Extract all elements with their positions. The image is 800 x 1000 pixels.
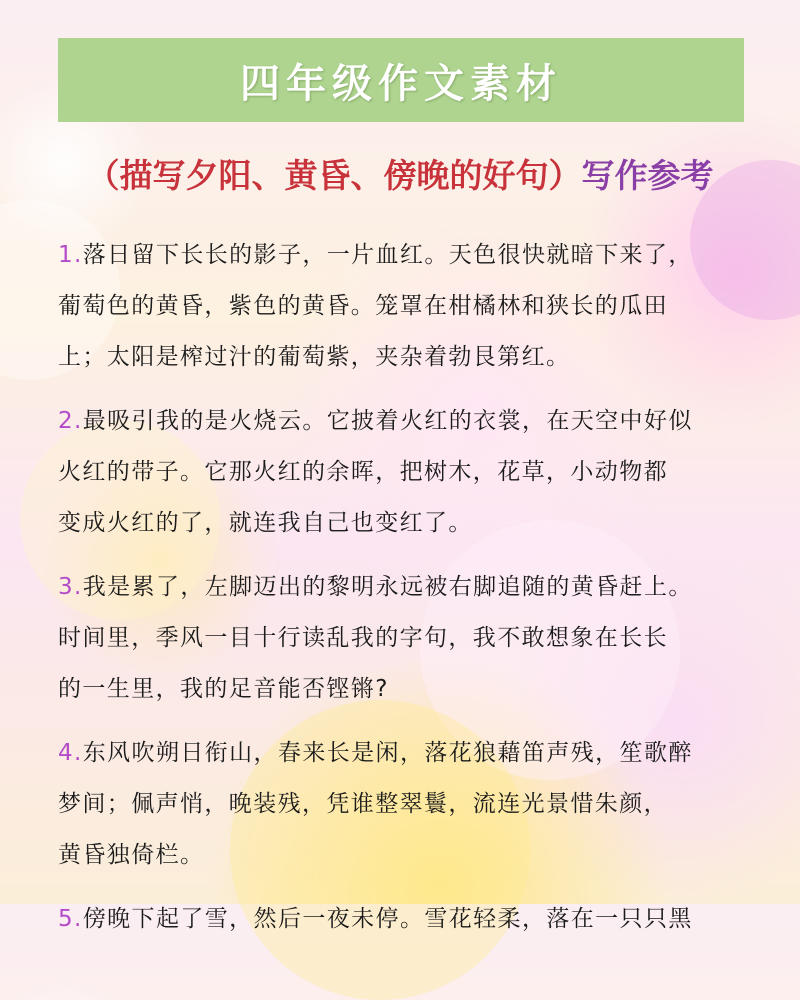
- item-number: 3.: [58, 574, 83, 600]
- sentence-line: [58, 498, 748, 549]
- sentence-line: [58, 664, 748, 715]
- item-number: 2.: [58, 408, 83, 434]
- sentence-line: [58, 894, 748, 945]
- subtitle-reference: 写作参考: [581, 156, 714, 195]
- item-number: 5.: [58, 906, 83, 932]
- list-item: [58, 728, 748, 881]
- sentence-line: [58, 613, 748, 664]
- sentence-text: 葡萄色的黄昏，紫色的黄昏。笼罩在柑橘林和狭长的瓜田: [58, 293, 668, 319]
- sentence-text: 我是累了，左脚迈出的黎明永远被右脚追随的黄昏赶上。: [82, 574, 693, 600]
- item-number: 1.: [58, 242, 83, 268]
- sentence-text: 傍晚下起了雪，然后一夜未停。雪花轻柔，落在一只只黑: [82, 906, 693, 932]
- sentence-text: 时间里，季风一目十行读乱我的字句，我不敢想象在长长: [58, 625, 668, 651]
- sentence-text: 的一生里，我的足音能否铿锵?: [58, 676, 389, 702]
- sentence-line: [58, 779, 748, 830]
- list-item: [58, 894, 748, 945]
- sentence-text: 火红的带子。它那火红的余晖，把树木，花草，小动物都: [58, 459, 668, 485]
- sentence-text: 最吸引我的是火烧云。它披着火红的衣裳，在天空中好似: [82, 408, 693, 434]
- sentence-line: [58, 396, 748, 447]
- sentence-line: [58, 281, 748, 332]
- item-number: 4.: [58, 740, 83, 766]
- sentence-line: [58, 728, 748, 779]
- sentence-line: [58, 447, 748, 498]
- title-banner: [58, 38, 744, 122]
- sentence-text: 黄昏独倚栏。: [58, 842, 205, 868]
- sentence-list: [58, 230, 748, 958]
- subtitle: [0, 150, 800, 197]
- sentence-line: [58, 562, 748, 613]
- page-title: 四年级作文素材: [240, 59, 562, 107]
- list-item: [58, 230, 748, 383]
- sentence-line: [58, 230, 748, 281]
- subtitle-topic: （描写夕阳、黄昏、傍晚的好句）: [86, 156, 582, 195]
- sentence-text: 东风吹朔日衔山，春来长是闲，落花狼藉笛声残，笙歌醉: [82, 740, 693, 766]
- sentence-line: [58, 830, 748, 881]
- sentence-text: 落日留下长长的影子，一片血红。天色很快就暗下来了，: [82, 242, 693, 268]
- sentence-text: 上；太阳是榨过汁的葡萄紫，夹杂着勃艮第红。: [58, 344, 571, 370]
- sentence-text: 梦间；佩声悄，晚装残，凭谁整翠鬟，流连光景惜朱颜，: [58, 791, 668, 817]
- sentence-text: 变成火红的了，就连我自己也变红了。: [58, 510, 473, 536]
- list-item: [58, 562, 748, 715]
- sentence-line: [58, 332, 748, 383]
- list-item: [58, 396, 748, 549]
